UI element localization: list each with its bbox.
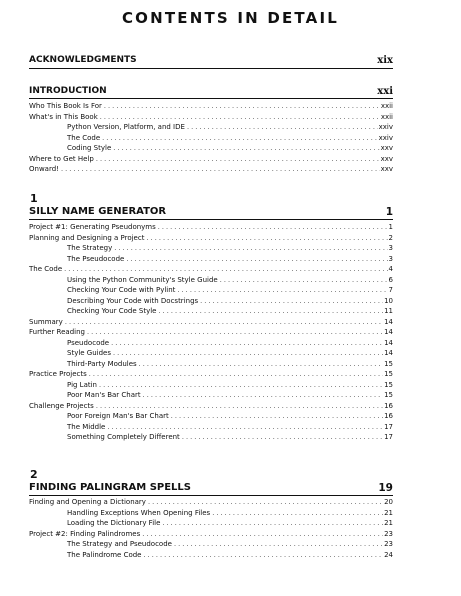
chapter-2-entries bbox=[29, 497, 393, 560]
toc-entry[interactable] bbox=[29, 380, 393, 391]
entry-page: 11 bbox=[384, 307, 393, 315]
entry-page: 21 bbox=[384, 519, 393, 527]
entry-title: Style Guides bbox=[67, 349, 112, 357]
dot-leader bbox=[142, 529, 383, 540]
toc-entry[interactable] bbox=[29, 348, 393, 359]
toc-entry[interactable] bbox=[29, 508, 393, 519]
dot-leader bbox=[187, 122, 378, 133]
toc-entry[interactable] bbox=[29, 264, 393, 275]
dot-leader bbox=[139, 359, 383, 370]
toc-entry[interactable] bbox=[29, 401, 393, 412]
dot-leader bbox=[64, 264, 387, 275]
entry-page: 1 bbox=[388, 223, 393, 231]
entry-title: Further Reading bbox=[29, 328, 85, 336]
entry-title: The Middle bbox=[67, 422, 106, 431]
entry-page: 10 bbox=[384, 296, 393, 305]
entry-title: Third-Party Modules bbox=[67, 359, 137, 368]
toc-entry[interactable] bbox=[29, 369, 393, 380]
toc-entry[interactable] bbox=[29, 529, 393, 540]
toc-entry[interactable] bbox=[29, 154, 393, 165]
toc-entry[interactable] bbox=[29, 390, 393, 401]
entry-title: Python Version, Platform, and IDE bbox=[67, 123, 185, 131]
entry-page: xxv bbox=[380, 154, 393, 163]
toc-entry[interactable] bbox=[29, 243, 393, 254]
entry-title: Practice Projects bbox=[29, 370, 87, 378]
dot-leader bbox=[220, 275, 388, 286]
dot-leader bbox=[162, 518, 383, 529]
introduction-page: xxi bbox=[377, 86, 393, 97]
entry-title: Who This Book Is For bbox=[29, 102, 102, 110]
toc-entry[interactable] bbox=[29, 497, 393, 508]
entry-page: 16 bbox=[384, 401, 393, 410]
entry-page: 14 bbox=[384, 349, 393, 357]
entry-page: 15 bbox=[384, 380, 393, 389]
divider bbox=[29, 495, 393, 496]
toc-entry[interactable] bbox=[29, 164, 393, 175]
toc-entry[interactable] bbox=[29, 306, 393, 317]
toc-entry[interactable] bbox=[29, 550, 393, 561]
entry-title: Pseudocode bbox=[67, 338, 110, 347]
entry-title: Using the Python Community's Style Guide bbox=[67, 275, 218, 284]
entry-title: Poor Foreign Man's Bar Chart bbox=[67, 412, 169, 420]
divider bbox=[29, 68, 393, 69]
dot-leader bbox=[107, 422, 383, 433]
dot-leader bbox=[111, 338, 383, 349]
page-title: CONTENTS IN DETAIL bbox=[121, 9, 340, 27]
entry-page: 17 bbox=[384, 433, 393, 441]
toc-entry[interactable] bbox=[29, 296, 393, 307]
entry-page: xxii bbox=[380, 112, 393, 121]
entry-page: 14 bbox=[384, 338, 393, 347]
entry-title: The Strategy and Pseudocode bbox=[67, 540, 172, 548]
dot-leader bbox=[200, 296, 383, 307]
entry-page: 14 bbox=[384, 317, 393, 326]
dot-leader bbox=[104, 101, 380, 112]
dot-leader bbox=[89, 369, 383, 380]
entry-title: Checking Your Code Style bbox=[67, 307, 157, 315]
toc-entry[interactable] bbox=[29, 432, 393, 443]
chapter-page: 1 bbox=[385, 206, 393, 218]
chapter-page: 19 bbox=[378, 482, 393, 494]
entry-title: Summary bbox=[29, 317, 63, 326]
entry-title: Project #1: Generating Pseudonyms bbox=[29, 223, 156, 231]
entry-page: 3 bbox=[388, 254, 393, 263]
dot-leader bbox=[182, 432, 383, 443]
entry-title: The Pseudocode bbox=[67, 254, 125, 263]
entry-page: 21 bbox=[384, 508, 393, 517]
dot-leader bbox=[87, 327, 383, 338]
entry-title: The Palindrome Code bbox=[67, 550, 142, 559]
entry-title: Project #2: Finding Palindromes bbox=[29, 529, 141, 538]
entry-title: Finding and Opening a Dictionary bbox=[29, 498, 146, 506]
entry-title: Poor Man's Bar Chart bbox=[67, 391, 141, 399]
toc-entry[interactable] bbox=[29, 222, 393, 233]
acknowledgments-page: xix bbox=[377, 55, 393, 66]
dot-leader bbox=[158, 306, 383, 317]
dot-leader bbox=[143, 390, 383, 401]
dot-leader bbox=[100, 112, 380, 123]
dot-leader bbox=[146, 233, 387, 244]
introduction-entries bbox=[29, 101, 393, 175]
entry-title: Checking Your Code with Pylint bbox=[67, 286, 176, 294]
chapter-title: FINDING PALINGRAM SPELLS bbox=[29, 482, 192, 493]
chapter-title: SILLY NAME GENERATOR bbox=[29, 206, 167, 217]
entry-title: Onward! bbox=[29, 165, 59, 173]
toc-introduction[interactable] bbox=[29, 86, 393, 97]
entry-title: What's in This Book bbox=[29, 112, 98, 121]
dot-leader bbox=[114, 243, 387, 254]
toc-entry[interactable] bbox=[29, 518, 393, 529]
dot-leader bbox=[96, 401, 383, 412]
dot-leader bbox=[148, 497, 383, 508]
toc-entry[interactable] bbox=[29, 338, 393, 349]
entry-title: Loading the Dictionary File bbox=[67, 519, 161, 527]
toc-entry[interactable] bbox=[29, 122, 393, 133]
entry-page: 6 bbox=[388, 275, 393, 284]
dot-leader bbox=[171, 411, 383, 422]
toc-acknowledgments[interactable] bbox=[29, 55, 393, 66]
dot-leader bbox=[61, 164, 380, 175]
entry-page: xxv bbox=[380, 144, 393, 152]
toc-entry[interactable] bbox=[29, 317, 393, 328]
entry-page: 24 bbox=[384, 550, 393, 559]
entry-page: 2 bbox=[388, 233, 393, 242]
dot-leader bbox=[113, 143, 379, 154]
dot-leader bbox=[65, 317, 383, 328]
toc-entry[interactable] bbox=[29, 143, 393, 154]
toc-entry[interactable] bbox=[29, 539, 393, 550]
chapter-number: 1 bbox=[30, 192, 38, 205]
entry-title: The Code bbox=[67, 133, 101, 142]
entry-title: Coding Style bbox=[67, 144, 112, 152]
toc-entry[interactable] bbox=[29, 359, 393, 370]
toc-chapter-1[interactable] bbox=[29, 206, 393, 218]
dot-leader bbox=[113, 348, 383, 359]
dot-leader bbox=[174, 539, 383, 550]
dot-leader bbox=[144, 550, 384, 561]
entry-page: 15 bbox=[384, 391, 393, 399]
entry-page: 15 bbox=[384, 359, 393, 368]
entry-title: Pig Latin bbox=[67, 380, 97, 389]
entry-title: The Strategy bbox=[67, 244, 113, 252]
entry-title: Where to Get Help bbox=[29, 154, 94, 163]
entry-page: 16 bbox=[384, 412, 393, 420]
entry-page: 23 bbox=[384, 540, 393, 548]
dot-leader bbox=[177, 285, 387, 296]
entry-page: xxiv bbox=[378, 133, 393, 142]
toc-entry[interactable] bbox=[29, 254, 393, 265]
entry-title: Challenge Projects bbox=[29, 401, 94, 410]
toc-entry[interactable] bbox=[29, 112, 393, 123]
toc-entry[interactable] bbox=[29, 101, 393, 112]
entry-page: 4 bbox=[388, 265, 393, 273]
toc-entry[interactable] bbox=[29, 233, 393, 244]
toc-entry[interactable] bbox=[29, 422, 393, 433]
chapter-1-entries bbox=[29, 222, 393, 443]
divider bbox=[29, 219, 393, 220]
entry-page: 20 bbox=[384, 498, 393, 506]
entry-page: xxii bbox=[380, 102, 393, 110]
entry-page: 7 bbox=[388, 286, 393, 294]
dot-leader bbox=[99, 380, 383, 391]
entry-page: xxiv bbox=[378, 123, 393, 131]
entry-title: Handling Exceptions When Opening Files bbox=[67, 508, 211, 517]
entry-page: 14 bbox=[384, 328, 393, 336]
toc-entry[interactable] bbox=[29, 285, 393, 296]
entry-page: 23 bbox=[384, 529, 393, 538]
entry-page: 3 bbox=[388, 244, 393, 252]
entry-title: Planning and Designing a Project bbox=[29, 233, 145, 242]
toc-chapter-2[interactable] bbox=[29, 482, 393, 494]
entry-title: The Code bbox=[29, 265, 63, 273]
dot-leader bbox=[158, 222, 388, 233]
dot-leader bbox=[126, 254, 387, 265]
toc-entry[interactable] bbox=[29, 133, 393, 144]
acknowledgments-label: ACKNOWLEDGMENTS bbox=[29, 55, 137, 65]
dot-leader bbox=[212, 508, 383, 519]
dot-leader bbox=[102, 133, 377, 144]
chapter-number: 2 bbox=[30, 468, 38, 481]
dot-leader bbox=[96, 154, 380, 165]
introduction-label: INTRODUCTION bbox=[29, 86, 107, 96]
toc-entry[interactable] bbox=[29, 275, 393, 286]
entry-page: 17 bbox=[384, 422, 393, 431]
toc-entry[interactable] bbox=[29, 327, 393, 338]
divider bbox=[29, 98, 393, 99]
entry-page: xxv bbox=[380, 165, 393, 173]
entry-title: Something Completely Different bbox=[67, 433, 180, 441]
toc-entry[interactable] bbox=[29, 411, 393, 422]
entry-page: 15 bbox=[384, 370, 393, 378]
entry-title: Describing Your Code with Docstrings bbox=[67, 296, 199, 305]
